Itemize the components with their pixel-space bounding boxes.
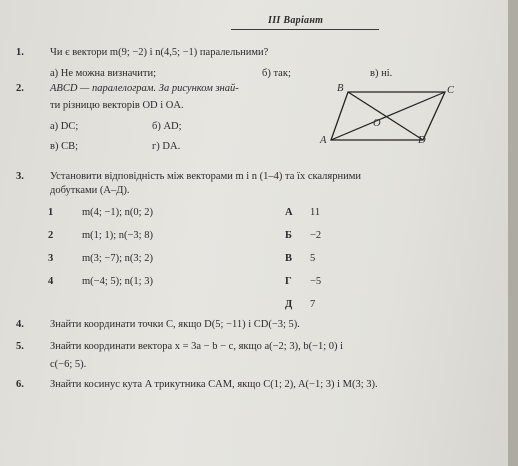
figure-label-d: D (418, 135, 426, 146)
parallelogram-figure (325, 78, 460, 168)
match-right-a-letter: А (285, 207, 293, 218)
match-right-b-value: −2 (310, 230, 322, 241)
task-5-number: 5. (16, 341, 24, 352)
task-4-text: Знайти координати точки C, якщо D(5; −11) і CD(−3; 5). (50, 319, 300, 330)
figure-label-o: O (373, 118, 381, 129)
match-right-g-value: −5 (310, 276, 322, 287)
task-2-number: 2. (16, 83, 24, 94)
task-3-question-line1: Установити відповідність між векторами m і n (1–4) та їх скалярними (50, 171, 362, 182)
task-2-option-d: г) DA. (152, 141, 181, 152)
match-right-g-letter: Г (285, 276, 292, 287)
task-5-line1: Знайти координати вектора x = 3a − b − c, якщо a(−2; 3), b(−1; 0) і (50, 341, 344, 352)
match-right-b-letter: Б (285, 230, 292, 241)
title-underline (231, 29, 379, 30)
match-right-v-value: 5 (310, 253, 316, 264)
task-3-question-line2: добутками (А–Д). (50, 185, 130, 196)
figure-label-b: B (337, 83, 344, 94)
task-1-question: Чи є вектори m(9; −2) і n(4,5; −1) паралельними? (50, 47, 269, 58)
task-1-option-a: а) Не можна визначити; (50, 68, 157, 79)
task-6-number: 6. (16, 379, 24, 390)
task-3-number: 3. (16, 171, 24, 182)
task-6-text: Знайти косинус кута A трикутника CAM, якщо C(1; 2), A(−1; 3) і M(3; 3). (50, 379, 378, 390)
match-left-2-number: 2 (48, 230, 54, 241)
match-left-4-vectors: m(−4; 5); n(1; 3) (82, 276, 153, 287)
match-left-1-number: 1 (48, 207, 54, 218)
match-right-d-value: 7 (310, 299, 316, 310)
match-right-a-value: 11 (310, 207, 321, 218)
task-2-question-line2: ти різницю векторів OD і OA. (50, 100, 184, 111)
figure-label-a: A (320, 135, 327, 146)
match-right-d-letter: Д (285, 299, 293, 310)
match-left-1-vectors: m(4; −1); n(0; 2) (82, 207, 153, 218)
task-1-number: 1. (16, 47, 24, 58)
page-edge (508, 0, 518, 466)
task-2-option-b: б) AD; (152, 121, 182, 132)
match-left-2-vectors: m(1; 1); n(−3; 8) (82, 230, 153, 241)
match-left-3-vectors: m(3; −7); n(3; 2) (82, 253, 153, 264)
task-1-option-b: б) так; (262, 68, 291, 79)
task-4-number: 4. (16, 319, 24, 330)
task-5-line2: c(−6; 5). (50, 359, 87, 370)
task-2-question-line1: ABCD — паралелограм. За рисунком знай- (50, 83, 239, 94)
task-2-option-c: в) CB; (50, 141, 79, 152)
match-left-3-number: 3 (48, 253, 54, 264)
task-2-option-a: а) DC; (50, 121, 79, 132)
match-left-4-number: 4 (48, 276, 54, 287)
match-right-v-letter: В (285, 253, 293, 264)
task-1-option-c: в) ні. (370, 68, 393, 79)
figure-label-c: C (447, 85, 455, 96)
variant-title: III Варіант (268, 15, 324, 26)
